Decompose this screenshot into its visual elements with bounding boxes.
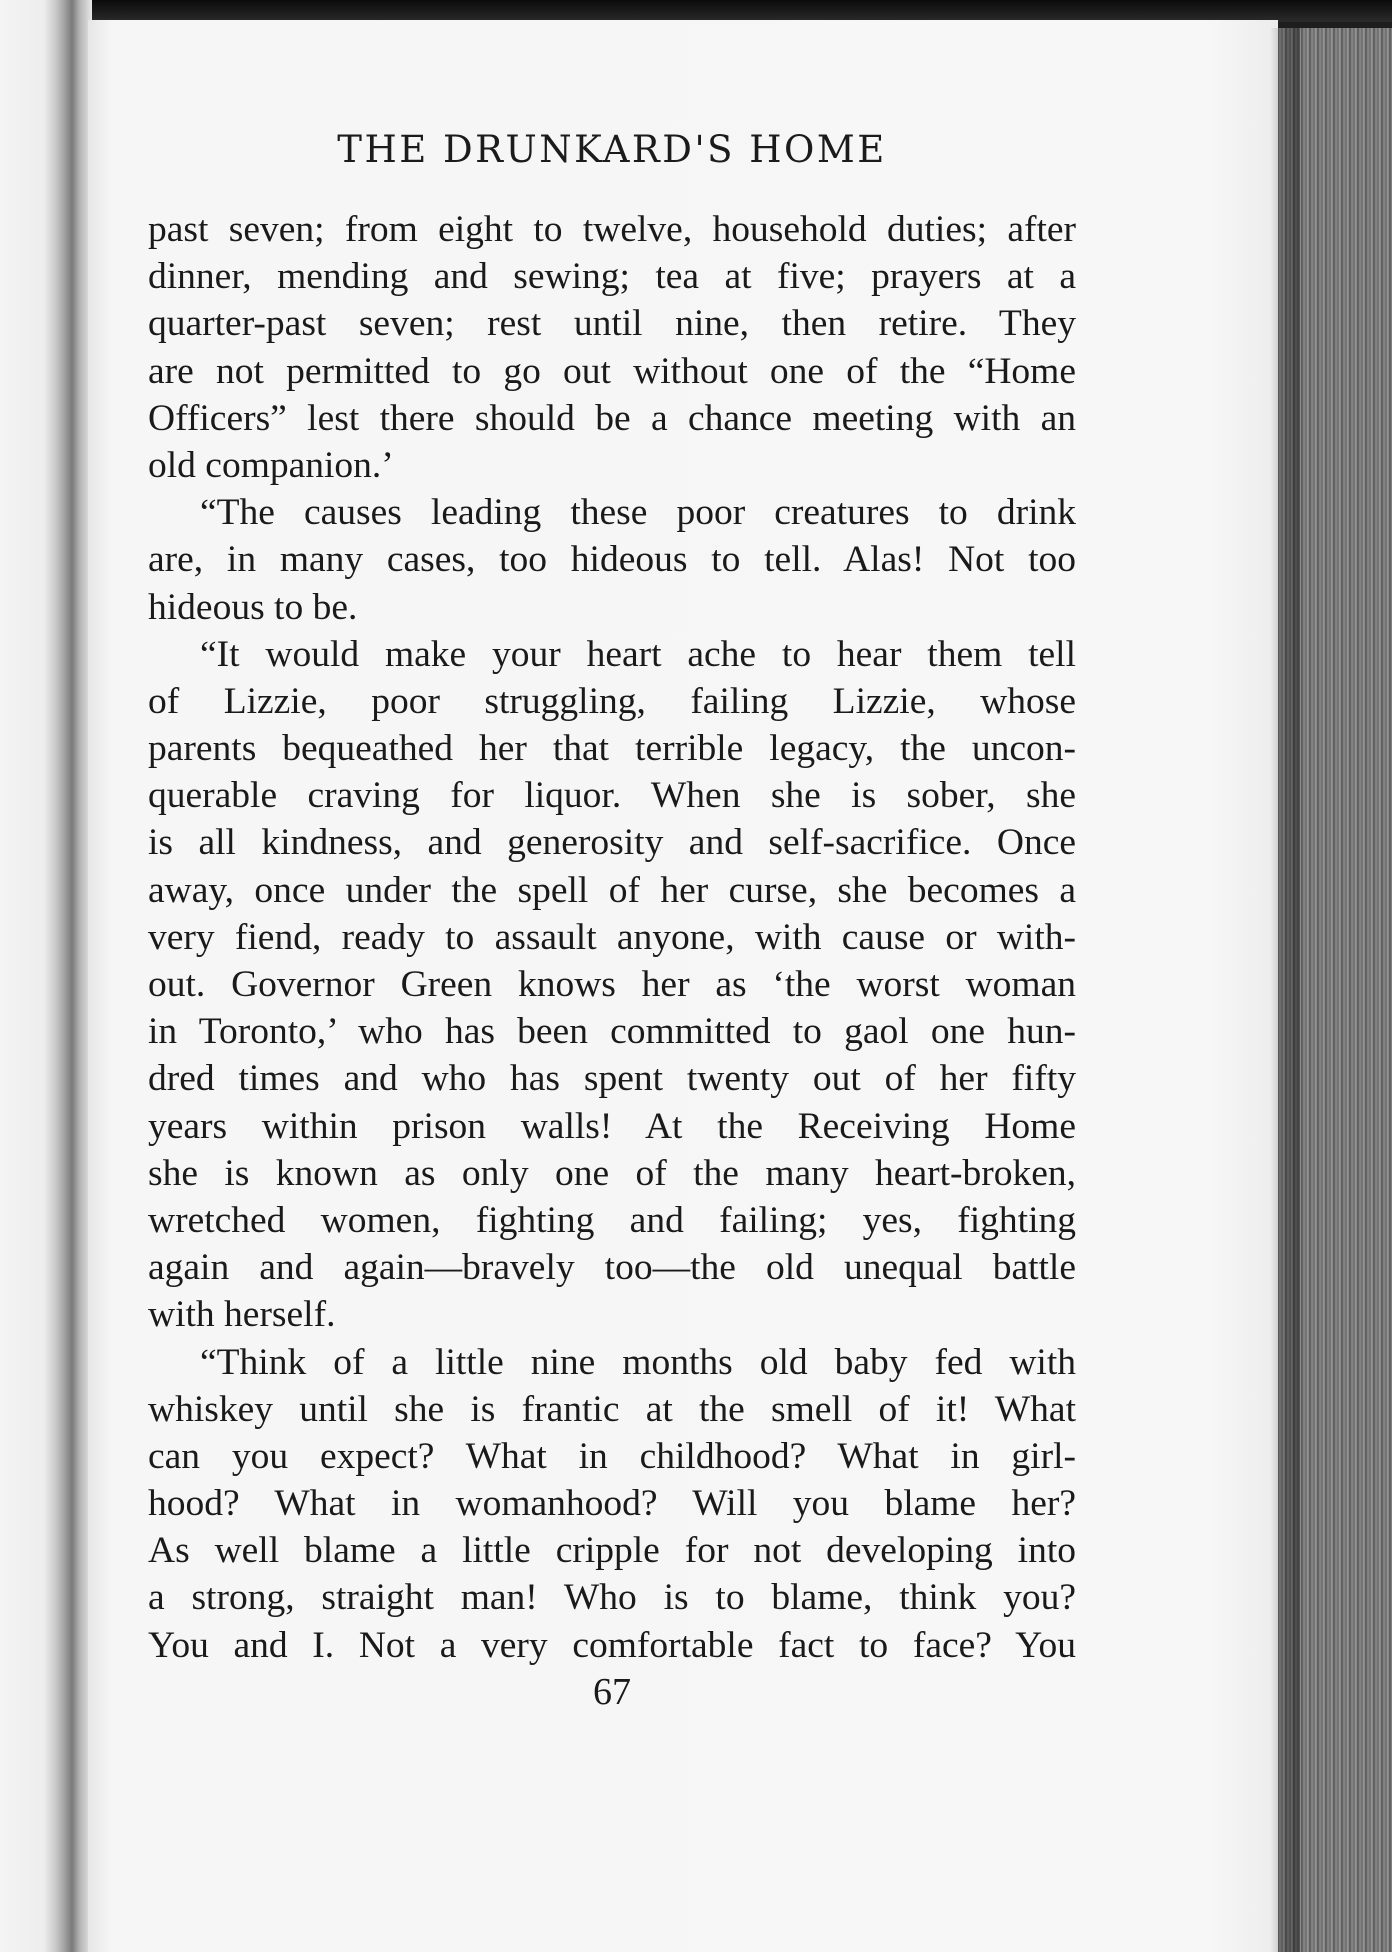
text-line: quarter-past seven; rest until nine, then retire. They <box>148 303 1076 345</box>
text-line: You and I. Not a very comfortable fact to face? You <box>148 1624 1076 1666</box>
text-line: of Lizzie, poor struggling, failing Lizzie, whose <box>148 680 1076 722</box>
text-line: past seven; from eight to twelve, household duties; after <box>148 209 1076 250</box>
text-line: is all kindness, and generosity and self-sacrifice. Once <box>148 822 1076 864</box>
text-line: are not permitted to go out without one of the “Home <box>148 350 1076 392</box>
text-line: dred times and who has spent twenty out of her fifty <box>148 1058 1076 1100</box>
page-number: 67 <box>593 1671 631 1713</box>
text-line: As well blame a little cripple for not developing into <box>148 1530 1076 1572</box>
text-line: years within prison walls! At the Receiving Home <box>148 1105 1076 1147</box>
text-line: hood? What in womanhood? Will you blame her? <box>148 1483 1076 1525</box>
text-line: whiskey until she is frantic at the smell of it! What <box>148 1388 1076 1430</box>
left-page-edge <box>0 0 92 1952</box>
text-line: parents bequeathed her that terrible legacy, the uncon- <box>148 728 1076 770</box>
text-line: again and again—bravely too—the old unequal battle <box>148 1247 1076 1289</box>
top-shadow <box>0 0 1392 22</box>
text-line: away, once under the spell of her curse, she becomes a <box>148 869 1076 911</box>
text-line: she is known as only one of the many heart-broken, <box>148 1152 1076 1194</box>
text-line: with herself. <box>148 1294 336 1336</box>
text-line: “It would make your heart ache to hear them tell <box>200 633 1076 675</box>
text-line: in Toronto,’ who has been committed to gaol one hun- <box>148 1011 1076 1053</box>
text-line: querable craving for liquor. When she is sober, she <box>148 775 1076 817</box>
text-line: “The causes leading these poor creatures to drink <box>200 492 1076 534</box>
text-line: can you expect? What in childhood? What in girl- <box>148 1435 1076 1477</box>
text-line: out. Governor Green knows her as ‘the worst woman <box>148 964 1076 1005</box>
text-line: are, in many cases, too hideous to tell. Alas! Not too <box>148 539 1076 581</box>
body-text <box>148 206 1076 1669</box>
text-line: Officers” lest there should be a chance meeting with an <box>148 397 1076 439</box>
text-line: hideous to be. <box>148 586 358 628</box>
text-line: old companion.’ <box>148 444 394 486</box>
text-line: very fiend, ready to assault anyone, with cause or with- <box>148 916 1076 958</box>
text-line: dinner, mending and sewing; tea at five; prayers at a <box>148 256 1076 298</box>
fore-edge-shadow <box>1270 28 1300 1952</box>
text-line: “Think of a little nine months old baby fed with <box>200 1341 1076 1383</box>
running-head: THE DRUNKARD'S HOME <box>337 128 887 171</box>
text-line: wretched women, fighting and failing; yes, fighting <box>148 1199 1076 1241</box>
text-line: a strong, straight man! Who is to blame, think you? <box>148 1577 1076 1619</box>
